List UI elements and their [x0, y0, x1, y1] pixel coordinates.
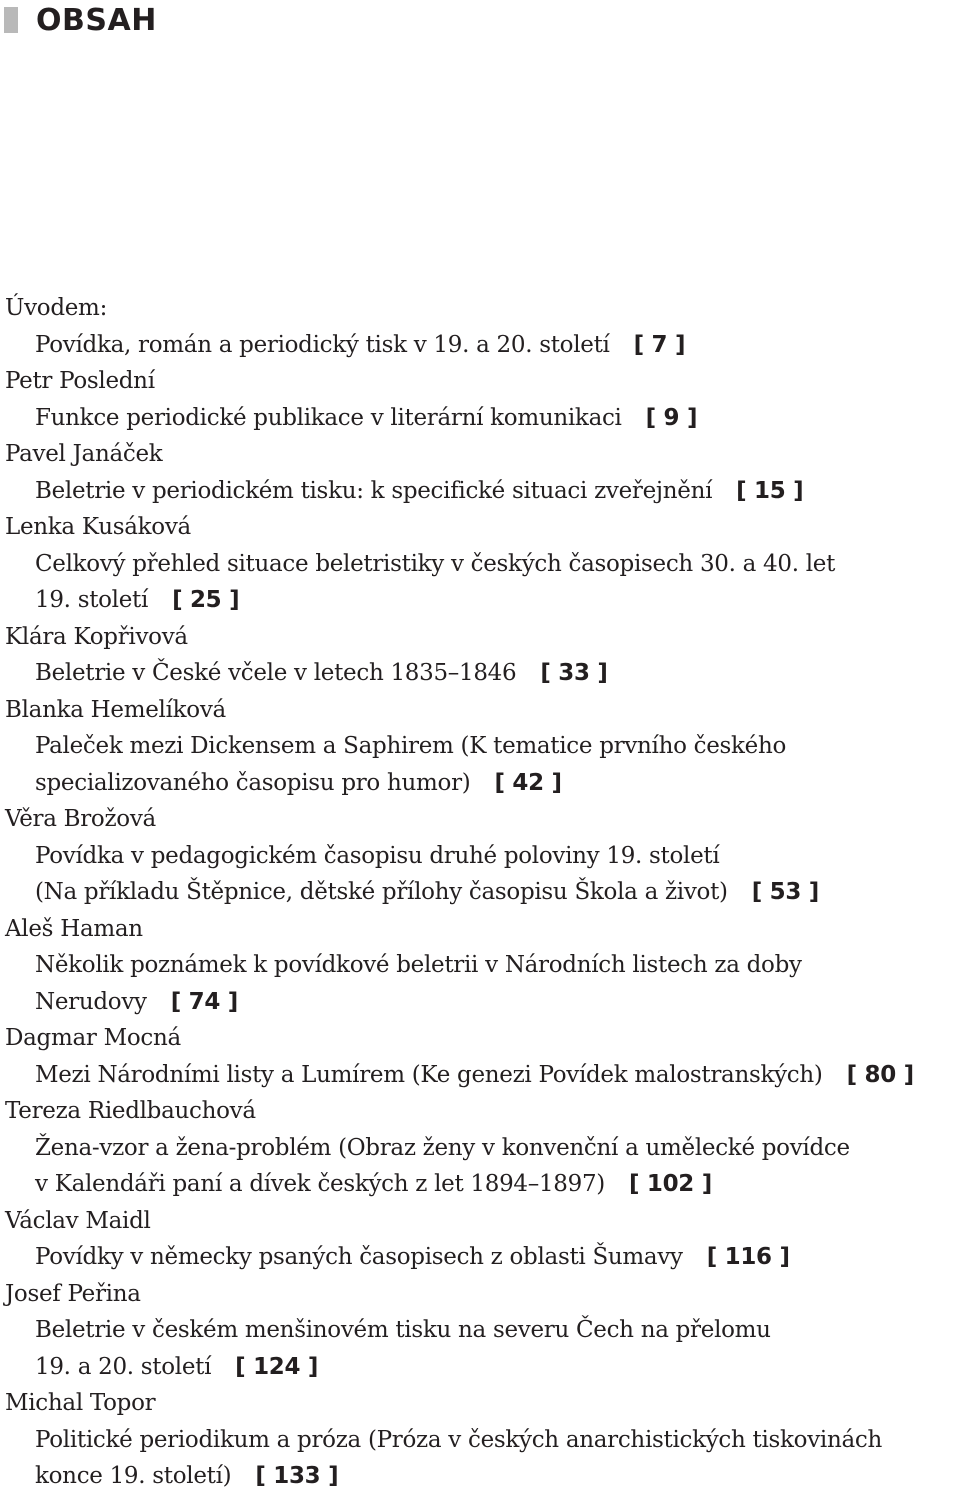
toc-author: Lenka Kusáková: [5, 514, 191, 540]
toc-title-text: Politické periodikum a próza (Próza v českých anarchistických tiskovinách: [35, 1426, 882, 1453]
toc-page-number: [ 124 ]: [235, 1353, 319, 1380]
toc-title-text: Povídky v německy psaných časopisech z oblasti Šumavy: [35, 1244, 683, 1270]
toc-title[interactable]: [5, 1422, 957, 1459]
toc-title[interactable]: [5, 400, 957, 437]
toc-title-text: Žena-vzor a žena-problém (Obraz ženy v konvenční a umělecké povídce: [35, 1134, 850, 1161]
toc-title-text: Povídka v pedagogickém časopisu druhé poloviny 19. století: [35, 842, 720, 869]
toc-page-number: [ 33 ]: [540, 660, 608, 686]
toc-title-text: (Na příkladu Štěpnice, dětské přílohy časopisu Škola a život): [35, 879, 728, 905]
toc-title-continued[interactable]: [5, 765, 957, 802]
toc-page-number: [ 42 ]: [494, 769, 562, 796]
toc-title-text: Nerudovy: [35, 988, 147, 1015]
toc-author: Blanka Hemelíková: [5, 696, 226, 723]
toc-title-text: Beletrie v periodickém tisku: k specifické situaci zveřejnění: [35, 477, 713, 504]
toc-author: Klára Kopřivová: [5, 623, 188, 650]
toc-title[interactable]: [5, 655, 957, 692]
toc-title-text: specializovaného časopisu pro humor): [35, 769, 471, 796]
toc-author: Úvodem:: [5, 295, 108, 321]
toc-title-text: Beletrie v České včele v letech 1835–1846: [35, 660, 517, 686]
toc-author: Dagmar Mocná: [5, 1025, 181, 1051]
toc-title[interactable]: [5, 1057, 957, 1094]
toc-title-text: Paleček mezi Dickensem a Saphirem (K tematice prvního českého: [35, 733, 787, 759]
toc-author: Václav Maidl: [5, 1207, 151, 1234]
toc-title[interactable]: [5, 947, 957, 984]
toc-title-continued[interactable]: [5, 1349, 957, 1386]
toc-page-number: [ 53 ]: [751, 879, 819, 905]
toc-title-text: Funkce periodické publikace v literární komunikaci: [35, 404, 622, 431]
toc-title[interactable]: [5, 1130, 957, 1167]
toc-author: Petr Poslední: [5, 368, 155, 394]
toc-page-number: [ 25 ]: [172, 587, 240, 613]
toc-page-number: [ 15 ]: [736, 477, 804, 504]
toc-author: Michal Topor: [5, 1390, 156, 1416]
toc-title[interactable]: [5, 546, 957, 583]
toc-title-text: 19. a 20. století: [35, 1353, 212, 1380]
toc-title[interactable]: [5, 838, 957, 875]
toc-author: Aleš Haman: [5, 915, 143, 942]
toc-title-text: Mezi Národními listy a Lumírem (Ke genezi Povídek malostranských): [35, 1061, 823, 1088]
table-of-contents: [5, 290, 957, 1495]
toc-title[interactable]: [5, 327, 957, 364]
toc-title-text: konce 19. století): [35, 1463, 232, 1489]
toc-page-number: [ 133 ]: [255, 1463, 339, 1489]
toc-title-continued[interactable]: [5, 1166, 957, 1203]
toc-title[interactable]: [5, 1239, 957, 1276]
toc-page-number: [ 116 ]: [706, 1244, 790, 1270]
toc-title-text: v Kalendáři paní a dívek českých z let 1894–1897): [35, 1171, 605, 1197]
toc-author: Věra Brožová: [5, 806, 156, 832]
toc-title-text: Povídka, román a periodický tisk v 19. a 20. století: [35, 331, 610, 358]
toc-page-number: [ 102 ]: [628, 1171, 712, 1197]
toc-page-number: [ 7 ]: [633, 331, 686, 358]
toc-title-continued[interactable]: [5, 1458, 957, 1495]
toc-author: Pavel Janáček: [5, 441, 163, 467]
toc-title-continued[interactable]: [5, 582, 957, 619]
toc-title-text: Celkový přehled situace beletristiky v českých časopisech 30. a 40. let: [35, 550, 836, 577]
toc-title-text: Několik poznámek k povídkové beletrii v Národních listech za doby: [35, 952, 802, 978]
toc-title-continued[interactable]: [5, 874, 957, 911]
toc-title-continued[interactable]: [5, 984, 957, 1021]
contents-heading-text: OBSAH: [36, 2, 157, 38]
toc-page-number: [ 74 ]: [170, 988, 238, 1015]
toc-title-text: 19. století: [35, 587, 149, 613]
toc-page-number: [ 9 ]: [645, 404, 698, 431]
toc-title[interactable]: [5, 728, 957, 765]
toc-title[interactable]: [5, 1312, 957, 1349]
toc-author: Tereza Riedlbauchová: [5, 1098, 256, 1124]
contents-heading: [0, 0, 157, 40]
toc-title-text: Beletrie v českém menšinovém tisku na severu Čech na přelomu: [35, 1317, 771, 1343]
toc-page-number: [ 80 ]: [846, 1061, 914, 1088]
toc-author: Josef Peřina: [5, 1280, 141, 1307]
toc-title[interactable]: [5, 473, 957, 510]
heading-bar-decoration: [4, 7, 18, 33]
